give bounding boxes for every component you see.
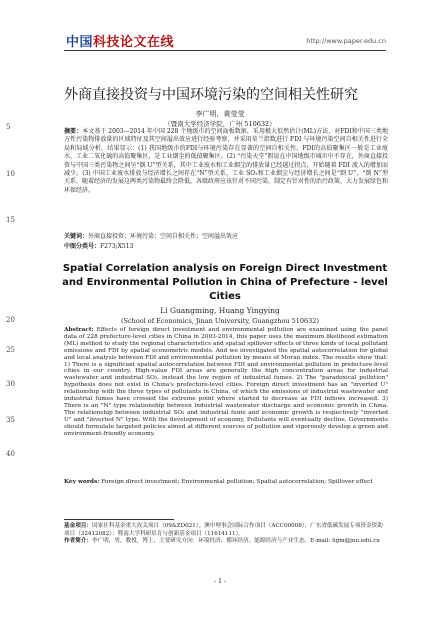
chinese-classification <box>64 241 388 250</box>
line-number: 10 <box>6 170 15 178</box>
english-abstract-text: Effects of foreign direct investment and environmental pollution are examined using the panel data of 228 prefecture-level cities in China in 2003-2014, this paper uses the maximum likelihood estimation (ML) method to study the regional characteristics and spatial spillover effects of three kinds of local pollutant emissions and FDI by spatial econometric models. And we investigated the spatial autocorrelation for global and local analysis between FDI and environmental pollution by means of Moran index. The results show that: 1) There is a significant spatial autocorrelation between FDI and environmental pollution in prefecture-level cities in our country. High-value FDI areas are generally the high concentration areas for industrial wastewater and industrial SO₂, instead the low region of industrial fumes. 2) The "paradoxical pollution" hypothesis does not exist in China's prefecture-level cities. Foreign direct investment has an "inverted U" relationship with the three types of pollutants in China, of which the emissions of industrial wastewater and industrial fumes have crossed the extreme point where started to decrease as FDI inflows increased. 3) There is an "N" type relationship between industrial wastewater discharge and economic growth in China. The relationship between industrial SO₂ and industrial fume and economic growth is respectively "inverted U" and "inverted N" type. With the development of economy, Pollutants will eventually decline. Governments should formulate targeted policies aimed at different sources of pollution and vigorously develop a green and environment-friendly economy. <box>64 327 389 437</box>
chinese-title: 外商直接投资与中国环境污染的空间相关性研究 <box>64 87 358 103</box>
english-affiliation: (School of Economics, Jinan University, Guangzhou 510632) <box>121 317 319 325</box>
chinese-keywords-label: 关键词： <box>64 233 89 240</box>
header-divider <box>64 50 386 51</box>
line-number: 15 <box>6 216 15 224</box>
english-keywords-label: Key words: <box>64 479 100 485</box>
footnote-fund <box>64 523 388 538</box>
page-header <box>0 0 440 56</box>
footnote-fund-text: 国家社科基金重大攻关项目（09&ZD021）；澳中理事会国际合作项目（ACC00008）；广东省低碳发展专项资金资助项目（32412082）；暨南大学科研培育与创新基金项目（11614111）。 <box>64 523 383 537</box>
line-number: 5 <box>6 123 11 131</box>
site-logo[interactable] <box>66 31 174 50</box>
page-number: - 1 - <box>214 578 226 585</box>
footnote-fund-label: 基金项目： <box>64 523 92 529</box>
english-keywords-text: Foreign direct investment; Environmental pollution; Spatial autocorrelation; Spillover effect <box>101 479 373 485</box>
english-abstract-label: Abstract: <box>64 327 94 333</box>
line-number: 30 <box>6 380 15 388</box>
chinese-classification-label: 中图分类号： <box>64 243 101 250</box>
footnote <box>64 523 388 546</box>
line-number: 35 <box>6 416 15 424</box>
footnote-author-label: 作者简介： <box>64 538 92 545</box>
site-url[interactable]: http://www.paper.edu.cn <box>306 37 386 45</box>
chinese-abstract-text: 本文基于 2003—2014 年中国 228 个地级市的空间面板数据，采用极大似然估计(ML)方法，对FDI和中国三类地方性污染物排放量的区域特征及其空间溢出效应进行经验考察，并采用莫兰指数进行 FDI 与环境污染空间自相关性进行全局和局域分析。结果显示：(1) 我国地级市的FDI与环境污染存在显著的空间自相关性，FDI的高值聚集区一般是工业废水、工业二氧化硫的高值聚集区，是工业烟尘的低值聚集区。(2) “污染天堂”假说在中国地级市城市中不存在，外商直接投资与中国三类污染物之间呈“倒 U”型关系，其中工业废水和工业烟尘的排放量已经越过拐点，开始随着 FDI 流入的增加而减少。(3) 中国工业废水排放与经济增长之间存在“N”型关系，工业 SO₂和工业烟尘与经济增长之间是“倒 U”、“倒 N”型关系，随着经济的发展这两类污染物最终会降低。各级政府应该针对不同污染，制定有针对性的治污政策，大力发展绿色和环保经济。 <box>64 128 389 194</box>
line-number: 25 <box>6 346 15 354</box>
chinese-keywords <box>64 231 388 240</box>
english-title: Spatial Correlation analysis on Foreign Direct Investment and Environmental Pollution in China of Prefecture - level Cities <box>62 263 388 302</box>
chinese-abstract-label: 摘要： <box>64 128 83 135</box>
english-abstract <box>64 327 388 438</box>
chinese-affiliation: （暨南大学经济学院，广州 510632） <box>164 120 276 128</box>
english-authors: Li Guangming, Huang Yingying <box>160 306 280 315</box>
chinese-classification-code: F273;X513 <box>100 243 134 250</box>
line-number: 20 <box>6 316 15 324</box>
english-keywords <box>64 479 388 486</box>
chinese-keywords-text: 外商直接投资；环境污染；空间自相关性；空间溢出效应 <box>88 233 239 240</box>
chinese-authors: 李广明，黄莹莹 <box>195 110 245 118</box>
footnote-author-text: 李广明，男，教授，博士，主要研究方向：环境经济、循环经济、能源经济与产业生态。E-mail: ligm@jnu.edu.cn <box>91 538 380 545</box>
footnote-author <box>64 538 388 546</box>
chinese-abstract <box>64 128 388 195</box>
logo-prefix: 中国 <box>66 35 94 50</box>
footnote-divider <box>64 519 174 520</box>
line-number: 40 <box>6 450 15 458</box>
logo-main: 科技论文在线 <box>93 35 175 50</box>
